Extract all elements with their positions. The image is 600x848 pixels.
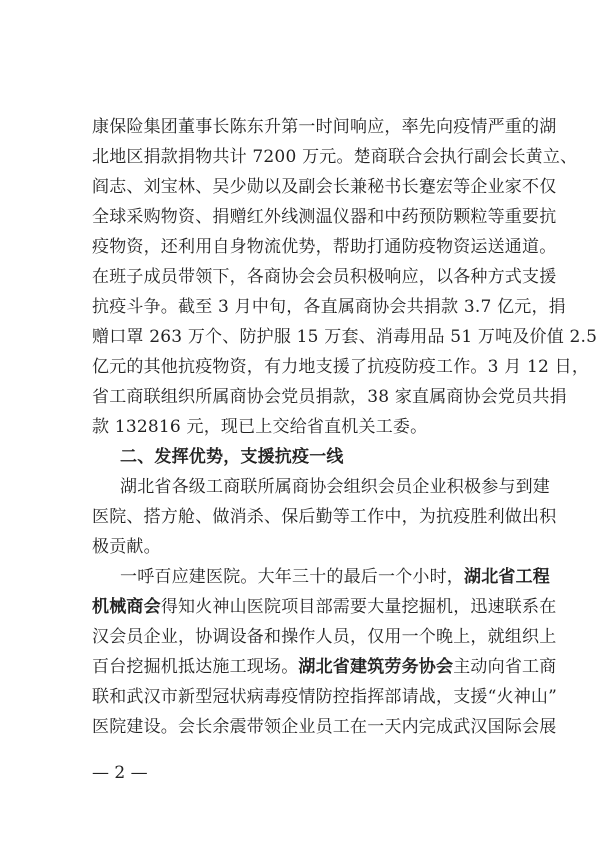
- text-line: 阎志、刘宝林、吴少勋以及副会长兼秘书长蹇宏等企业家不仅: [92, 177, 557, 197]
- emphasis-run: 湖北省工程: [464, 567, 550, 587]
- text-line: 款 132816 元，现已上交给省直机关工委。: [92, 417, 428, 437]
- text-line: 康保险集团董事长陈东升第一时间响应，率先向疫情严重的湖: [92, 117, 557, 137]
- text-line: 在班子成员带领下，各商协会会员积极响应，以各种方式支援: [92, 267, 557, 287]
- text-run: 百台挖掘机抵达施工现场。: [92, 657, 299, 677]
- text-line: 极贡献。: [92, 537, 161, 557]
- text-run: 得知火神山医院项目部需要大量挖掘机，迅速联系在: [160, 597, 557, 617]
- text-line: 抗疫斗争。截至 3 月中旬，各直属商协会共捐款 3.7 亿元，捐: [92, 297, 566, 317]
- emphasis-run: 湖北省建筑劳务协会: [298, 657, 454, 677]
- text-run: 一呼百应建医院。大年三十的最后一个小时，: [120, 567, 464, 587]
- text-line: [92, 597, 556, 617]
- text-line: 汉会员企业，协调设备和操作人员，仅用一个晚上，就组织上: [92, 627, 557, 647]
- emphasis-run: 机械商会: [92, 597, 161, 617]
- text-line: 赠口罩 263 万个、防护服 15 万套、消毒用品 51 万吨及价值 2.5: [92, 327, 598, 347]
- text-line: [92, 657, 556, 677]
- text-line: 湖北省各级工商联所属商协会组织会员企业积极参与到建: [120, 477, 550, 497]
- text-line: 亿元的其他抗疫物资，有力地支援了抗疫防疫工作。3 月 12 日，: [92, 357, 590, 377]
- text-line: 医院建设。会长余震带领企业员工在一天内完成武汉国际会展: [92, 717, 557, 737]
- text-line: 联和武汉市新型冠状病毒疫情防控指挥部请战，支援“火神山”: [92, 687, 557, 707]
- text-line: 医院、搭方舱、做消杀、保后勤等工作中，为抗疫胜利做出积: [92, 507, 557, 527]
- text-line: [120, 567, 550, 587]
- text-line: 全球采购物资、捐赠红外线测温仪器和中药预防颗粒等重要抗: [92, 207, 557, 227]
- text-run: 主动向省工商: [453, 657, 557, 677]
- page-number: — 2 —: [92, 763, 148, 783]
- text-line: 北地区捐款捐物共计 7200 万元。楚商联合会执行副会长黄立、: [92, 147, 578, 167]
- section-heading: 二、发挥优势，支援抗疫一线: [120, 447, 344, 467]
- text-line: 疫物资，还利用自身物流优势，帮助打通防疫物资运送通道。: [92, 237, 557, 257]
- text-line: 省工商联组织所属商协会党员捐款，38 家直属商协会党员共捐: [92, 387, 567, 407]
